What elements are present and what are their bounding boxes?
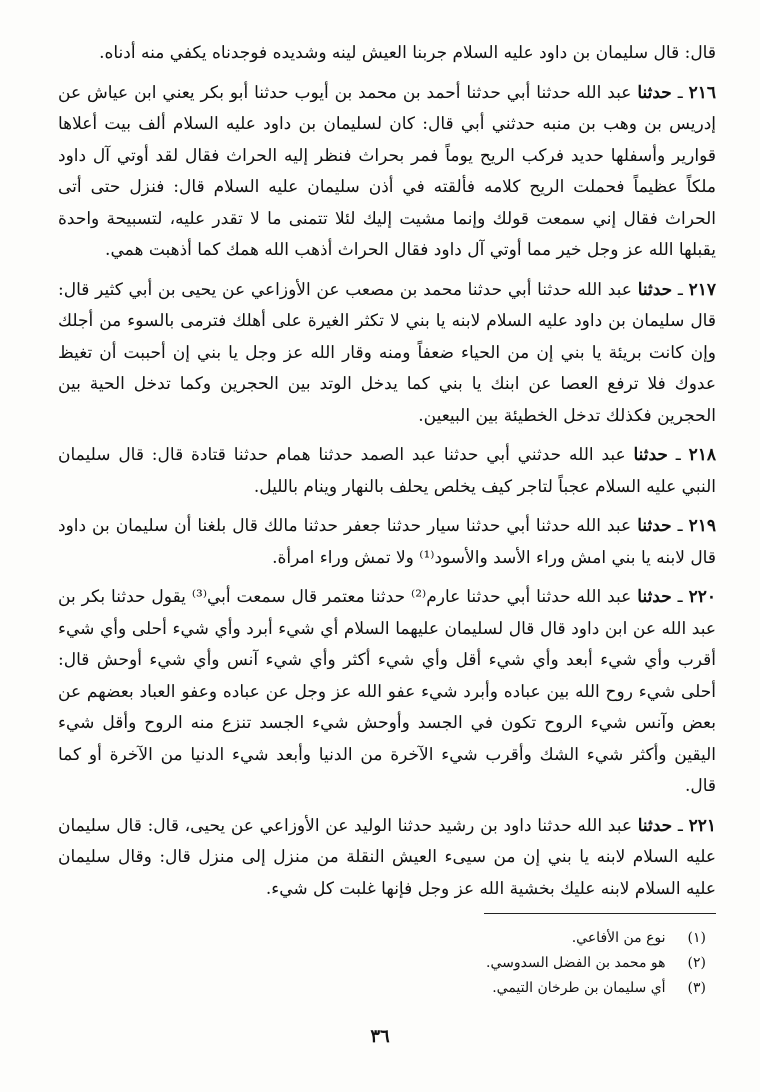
hadith-lead: حدثنا [637,516,672,536]
footnote-number: (٣) [687,980,706,996]
footnotes [58,926,716,1001]
hadith-lead: حدثنا [633,445,668,465]
page-number: ٣٦ [370,1026,390,1047]
footnote-item [58,926,716,951]
hadith-lead: حدثنا [637,815,673,836]
hadith-lead: حدثنا [637,279,673,300]
paragraph-intro [58,38,716,70]
footnote-number: (١) [687,930,706,946]
footnote-number: (٢) [687,955,706,971]
paragraph-221: ٢٢١ ـ حدثنا عبد الله حدثنا داود بن رشيد حدثنا الوليد عن الأوزاعي عن يحيى، قال: قال سليمان عليه السلام لابنه يا بني إن من سيىء العيش النقلة من منزل إلى منزل قال: وقال سليمان عليه السلام لابنه عليك بخشية الله عز وجل فإنها غلبت كل شيء. [58,815,716,899]
paragraph-text: عبد الله حدثنا أبي حدثنا محمد بن مصعب عن الأوزاعي عن يحيى بن أبي كثير قال: قال سليمان بن داود عليه السلام لابنه يا بني لا تكثر الغيرة على أهلك فترمى بالسوء من أجلك وإن كانت بريئة يا بني إن من الحياء ضعفاً ومنه وقار الله عز وجل يا بني إن أحببت أن تغيظ عدوك فلا ترفع العصا عن ابنك يا بني كما يدخل الوتد بين الحجرين وكما تدخل الحية بين الحجرين فكذلك تدخل الخطيئة بين البيعين. [58,279,716,426]
paragraph-text: عبد الله حدثني أبي حدثنا عبد الصمد حدثنا همام حدثنا قتادة قال: قال سليمان النبي عليه السلام عجباً لتاجر كيف يخلص يحلف بالنهار وينام بالليل. [58,445,716,497]
hadith-number: ٢١٨ [688,445,716,465]
footnote-text: هو محمد بن الفضل السدوسي. [486,955,666,971]
footnote-item [58,976,716,1001]
hadith-number: ٢١٦ [688,82,716,103]
footnote-text: أي سليمان بن طرخان التيمي. [492,980,666,996]
paragraph-219: ٢١٩ ـ حدثنا عبد الله حدثنا أبي حدثنا سيار حدثنا جعفر حدثنا مالك قال بلغنا أن سليمان بن داود قال لابنه يا بني امش وراء الأسد والأسود⁽¹⁾ ولا تمش وراء امرأة. [58,516,717,568]
hadith-lead: حدثنا [637,587,672,607]
footnote-text: نوع من الأفاعي. [571,930,666,946]
paragraph-text: قال: قال سليمان بن داود عليه السلام جربنا العيش لينه وشديده فوجدناه يكفي منه أدناه. [99,43,716,63]
hadith-number: ٢١٧ [688,279,717,300]
paragraph-text: عبد الله حدثنا أبي حدثنا عارم⁽²⁾ حدثنا معتمر قال سمعت أبي⁽³⁾ يقول حدثنا بكر بن عبد الله عن ابن داود قال قال لسليمان عليهما السلام أي شيء أبرد وأي شيء أحلى وأي شيء أقرب وأي شيء أبعد وأي شيء أقل وأي شيء أكثر وأي شيء آنس وأي شيء أوحش قال: أحلى شيء روح الله بين عباده وأبرد شيء عفو الله عز وجل عن عباده وعفو العباد بعضهم عن بعض وآنس شيء الروح تكون في الجسد وأوحش شيء الجسد تنزع منه الروح وأقل شيء اليقين وأكثر شيء الشك وأقرب شيء الآخرة من الدنيا وأبعد شيء الدنيا من الآخرة أو كما قال. [58,587,716,796]
paragraph-text: عبد الله حدثنا أبي حدثنا أحمد بن محمد بن أيوب حدثنا أبو بكر يعني ابن عياش عن إدريس بن وهب بن منبه حدثني أبي قال: كان لسليمان بن داود عليه السلام ألف بيت أعلاها قوارير وأسفلها حديد فركب الريح يوماً فمر بحراث فنظر إليه الحراث فقال لقد أوتي آل داود ملكاً عظيماً فحملت الريح كلامه فألقته في أذن سليمان عليه السلام قال: فنزل حتى أتى الحراث فقال إني سمعت قولك وإنما مشيت إليك لئلا تتمنى ما لا تقدر عليه، لتسبيحة واحدة يقبلها الله عز وجل خير مما أوتي آل داود فقال الحراث أذهب الله همك كما أذهبت همي. [58,82,716,260]
paragraph-216: ٢١٦ ـ حدثنا عبد الله حدثنا أبي حدثنا أحمد بن محمد بن أيوب حدثنا أبو بكر يعني ابن عياش عن إدريس بن وهب بن منبه حدثني أبي قال: كان لسليمان بن داود عليه السلام ألف بيت أعلاها قوارير وأسفلها حديد فركب الريح يوماً فمر بحراث فنظر إليه الحراث فقال لقد أوتي آل داود ملكاً عظيماً فحملت الريح كلامه فألقته في أذن سليمان عليه السلام قال: فنزل حتى أتى الحراث فقال إني سمعت قولك وإنما مشيت إليك لئلا تتمنى ما لا تقدر عليه، لتسبيحة واحدة يقبلها الله عز وجل خير مما أوتي آل داود فقال الحراث أذهب الله همك كما أذهبت همي. [58,82,716,260]
paragraph-text: عبد الله حدثنا داود بن رشيد حدثنا الوليد عن الأوزاعي عن يحيى، قال: قال سليمان عليه السلام لابنه يا بني إن من سيىء العيش النقلة من منزل إلى منزل قال: وقال سليمان عليه السلام لابنه عليك بخشية الله عز وجل فإنها غلبت كل شيء. [58,815,716,899]
hadith-lead: حدثنا [637,82,672,103]
paragraph-text: عبد الله حدثنا أبي حدثنا سيار حدثنا جعفر حدثنا مالك قال بلغنا أن سليمان بن داود قال لابنه يا بني امش وراء الأسد والأسود⁽¹⁾ ولا تمش وراء امرأة. [58,516,716,568]
hadith-number: ٢٢١ [688,815,716,836]
paragraph-218: ٢١٨ ـ حدثنا عبد الله حدثني أبي حدثنا عبد الصمد حدثنا همام حدثنا قتادة قال: قال سليمان النبي عليه السلام عجباً لتاجر كيف يخلص يحلف بالنهار وينام بالليل. [58,445,716,497]
footnote-divider [484,913,716,914]
paragraph-220: ٢٢٠ ـ حدثنا عبد الله حدثنا أبي حدثنا عارم⁽²⁾ حدثنا معتمر قال سمعت أبي⁽³⁾ يقول حدثنا بكر بن عبد الله عن ابن داود قال قال لسليمان عليهما السلام أي شيء أبرد وأي شيء أحلى وأي شيء أقرب وأي شيء أبعد وأي شيء أقل وأي شيء أكثر وأي شيء آنس وأي شيء أوحش قال: أحلى شيء روح الله بين عباده وأبرد شيء عفو الله عز وجل عن عباده وعفو العباد بعضهم عن بعض وآنس شيء الروح تكون في الجسد وأوحش شيء الجسد تنزع منه الروح وأقل شيء اليقين وأكثر شيء الشك وأقرب شيء الآخرة من الدنيا وأبعد شيء الدنيا من الآخرة أو كما قال. [58,587,716,796]
hadith-number: ٢١٩ [688,516,717,536]
hadith-number: ٢٢٠ [688,587,716,607]
paragraph-217: ٢١٧ ـ حدثنا عبد الله حدثنا أبي حدثنا محمد بن مصعب عن الأوزاعي عن يحيى بن أبي كثير قال: قال سليمان بن داود عليه السلام لابنه يا بني لا تكثر الغيرة على أهلك فترمى بالسوء من أجلك وإن كانت بريئة يا بني إن من الحياء ضعفاً ومنه وقار الله عز وجل يا بني إن أحببت أن تغيظ عدوك فلا ترفع العصا عن ابنك يا بني كما يدخل الوتد بين الحجرين وكما تدخل الحية بين الحجرين فكذلك تدخل الخطيئة بين البيعين. [58,279,717,426]
footnote-item [58,951,716,976]
